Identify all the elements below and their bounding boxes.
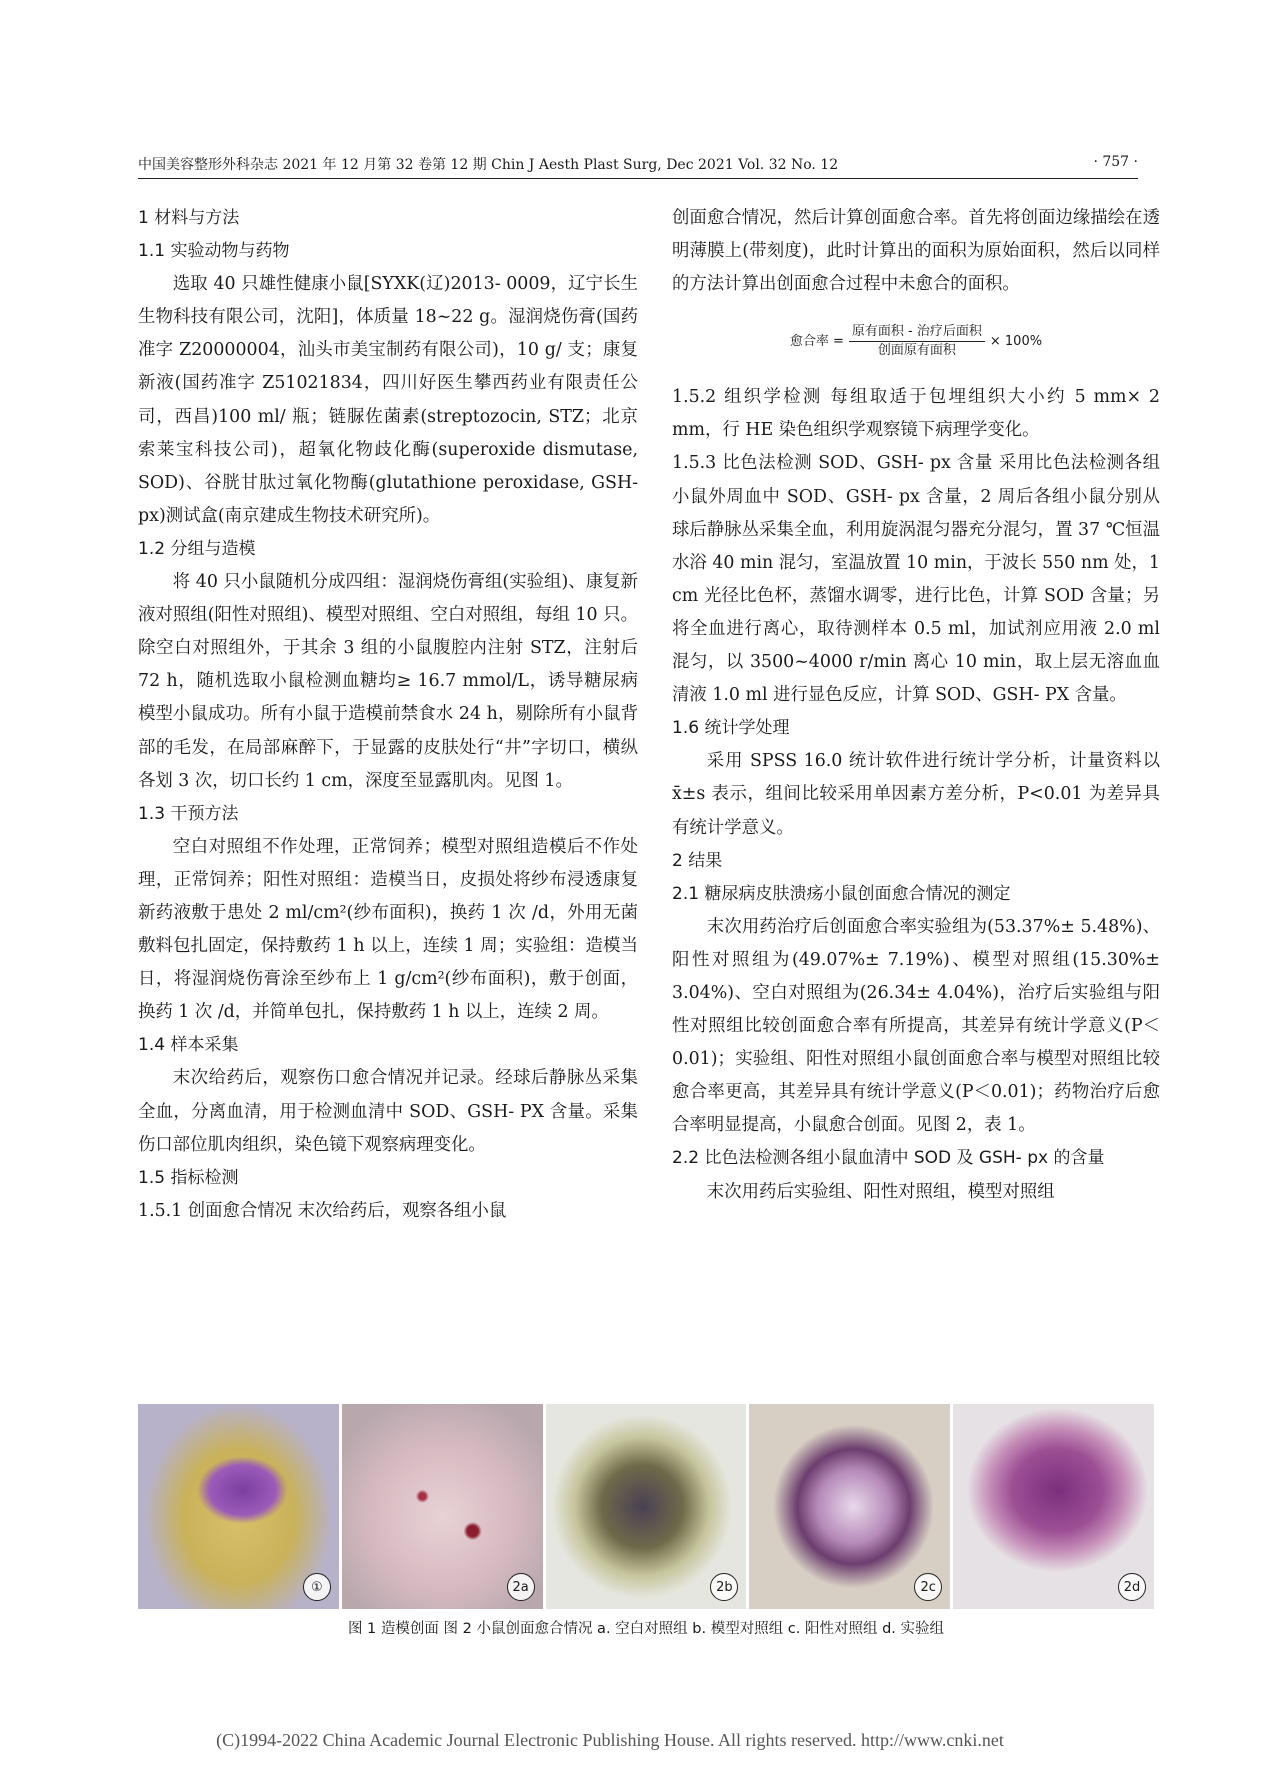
wound-photo-2b [546,1404,747,1609]
wound-photo-2a [342,1404,543,1609]
subsection-heading: 1.3 干预方法 [138,803,239,824]
body-paragraph: 1.5.3 比色法检测 SOD、GSH- px 含量 采用比色法检测各组小鼠外周血中 SOD、GSH- px 含量，2 周后各组小鼠分别从球后静脉丛采集全血，利用旋涡混匀器充分混匀，置 37 ℃恒温水浴 40 min 混匀，室温放置 10 min，于波长 550 nm 处，1 cm 光径比色杯，蒸馏水调零，进行比色，计算 SOD 含量；另将全血进行离心，取待测样本 0.5 ml，加试剂应用液 2.0 ml 混匀，以 3500~4000 r/min 离心 10 min，取上层无溶血血清液 1.0 ml 进行显色反应，计算 SOD、GSH- PX 含量。 [672,453,1160,706]
body-paragraph: 末次给药后，观察伤口愈合情况并记录。经球后静脉丛采集全血，分离血清，用于检测血清中 SOD、GSH- PX 含量。采集伤口部位肌肉组织，染色镜下观察病理变化。 [138,1068,638,1155]
copyright-footer: (C)1994-2022 China Academic Journal Electronic Publishing House. All rights reserved. http://www.cnki.net [216,1730,1004,1750]
section-heading: 2 结果 [672,850,723,871]
formula-rhs: × 100% [989,333,1043,349]
subsection-heading: 1.4 样本采集 [138,1035,239,1056]
figure-tag: ① [303,1573,331,1601]
figure-tag: 2a [507,1573,535,1601]
subsection-heading: 1.1 实验动物与药物 [138,241,290,262]
left-column [138,202,638,1228]
body-paragraph: 末次用药后实验组、阳性对照组，模型对照组 [706,1181,1055,1202]
right-column [672,202,1160,1209]
page-number: · 757 · [1093,154,1138,170]
subsection-heading: 2.2 比色法检测各组小鼠血清中 SOD 及 GSH- px 的含量 [672,1148,1105,1169]
wound-photo-2c [749,1404,950,1609]
figure-panel [138,1404,1154,1609]
figure-tag: 2c [914,1573,942,1601]
body-paragraph: 末次用药治疗后创面愈合率实验组为(53.37%± 5.48%)、阳性对照组为(49.07%± 7.19%)、模型对照组(15.30%± 3.04%)、空白对照组为(26.34± 4.04%)，治疗后实验组与阳性对照组比较创面愈合率有所提高，其差异有统计学意义(P＜0.01)；实验组、阳性对照组小鼠创面愈合率与模型对照组比较愈合率更高，其差异具有统计学意义(P＜0.01)；药物治疗后愈合率明显提高，小鼠愈合创面。见图 2，表 1。 [672,916,1160,1136]
healing-rate-formula [672,301,1160,381]
figure-tag: 2b [710,1573,738,1601]
body-paragraph: 空白对照组不作处理，正常饲养；模型对照组造模后不作处理，正常饲养；阳性对照组：造模当日，皮损处将纱布浸透康复新药液敷于患处 2 ml/cm²(纱布面积)，换药 1 次 /d，外用无菌敷料包扎固定，保持敷药 1 h 以上，连续 1 周；实验组：造模当日，将湿润烧伤膏涂至纱布上 1 g/cm²(纱布面积)，敷于创面，换药 1 次 /d，并简单包扎，保持敷药 1 h 以上，连续 2 周。 [138,836,638,1023]
journal-citation: 中国美容整形外科杂志 2021 年 12 月第 32 卷第 12 期 Chin J Aesth Plast Surg, Dec 2021 Vol. 32 No. 12 [138,157,839,173]
body-paragraph: 选取 40 只雄性健康小鼠[SYXK(辽)2013- 0009，辽宁长生生物科技有限公司，沈阳]，体质量 18~22 g。湿润烧伤膏(国药准字 Z20000004，汕头市美宝制药有限公司)，10 g/ 支；康复新液(国药准字 Z51021834，四川好医生攀西药业有限责任公司，西昌)100 ml/ 瓶；链脲佐菌素(streptozocin, STZ；北京索莱宝科技公司)，超氧化物歧化酶(superoxide dismutase, SOD)、谷胱甘肽过氧化物酶(glutathione peroxidase, GSH- px)测试盒(南京建成生物技术研究所)。 [138,274,638,526]
body-paragraph: 创面愈合情况，然后计算创面愈合率。首先将创面边缘描绘在透明薄膜上(带刻度)，此时计算出的面积为原始面积，然后以同样的方法计算出创面愈合过程中未愈合的面积。 [672,208,1160,295]
formula-numerator: 原有面积 - 治疗后面积 [849,323,985,342]
subsection-heading: 1.5 指标检测 [138,1167,239,1188]
running-header [138,154,1138,179]
subsection-heading: 2.1 糖尿病皮肤溃疡小鼠创面愈合情况的测定 [672,883,1011,904]
section-heading: 1 材料与方法 [138,208,240,228]
formula-lhs: 愈合率 = [789,333,844,349]
subsection-heading: 1.2 分组与造模 [138,538,256,559]
body-paragraph: 将 40 只小鼠随机分成四组：湿润烧伤膏组(实验组)、康复新液对照组(阳性对照组)、模型对照组、空白对照组，每组 10 只。除空白对照组外，于其余 3 组的小鼠腹腔内注射 STZ，注射后 72 h，随机选取小鼠检测血糖均≥ 16.7 mmol/L，诱导糖尿病模型小鼠成功。所有小鼠于造模前禁食水 24 h，剔除所有小鼠背部的毛发，在局部麻醉下，于显露的皮肤处行“井”字切口，横纵各划 3 次，切口长约 1 cm，深度至显露肌肉。见图 1。 [138,572,638,791]
body-paragraph: 1.5.2 组织学检测 每组取适于包埋组织大小约 5 mm× 2 mm，行 HE 染色组织学观察镜下病理学变化。 [672,387,1160,441]
body-paragraph: 采用 SPSS 16.0 统计软件进行统计学分析，计量资料以 x̄±s 表示，组间比较采用单因素方差分析，P<0.01 为差异具有统计学意义。 [672,751,1160,838]
wound-photo-1 [138,1404,339,1609]
formula-fraction [849,323,985,360]
wound-photo-2d [953,1404,1154,1609]
figure-caption: 图 1 造模创面 图 2 小鼠创面愈合情况 a. 空白对照组 b. 模型对照组 c. 阳性对照组 d. 实验组 [347,1621,945,1637]
figure-tag: 2d [1118,1573,1146,1601]
body-paragraph: 1.5.1 创面愈合情况 末次给药后，观察各组小鼠 [138,1200,507,1221]
formula-denominator: 创面原有面积 [877,342,956,358]
subsection-heading: 1.6 统计学处理 [672,718,790,739]
